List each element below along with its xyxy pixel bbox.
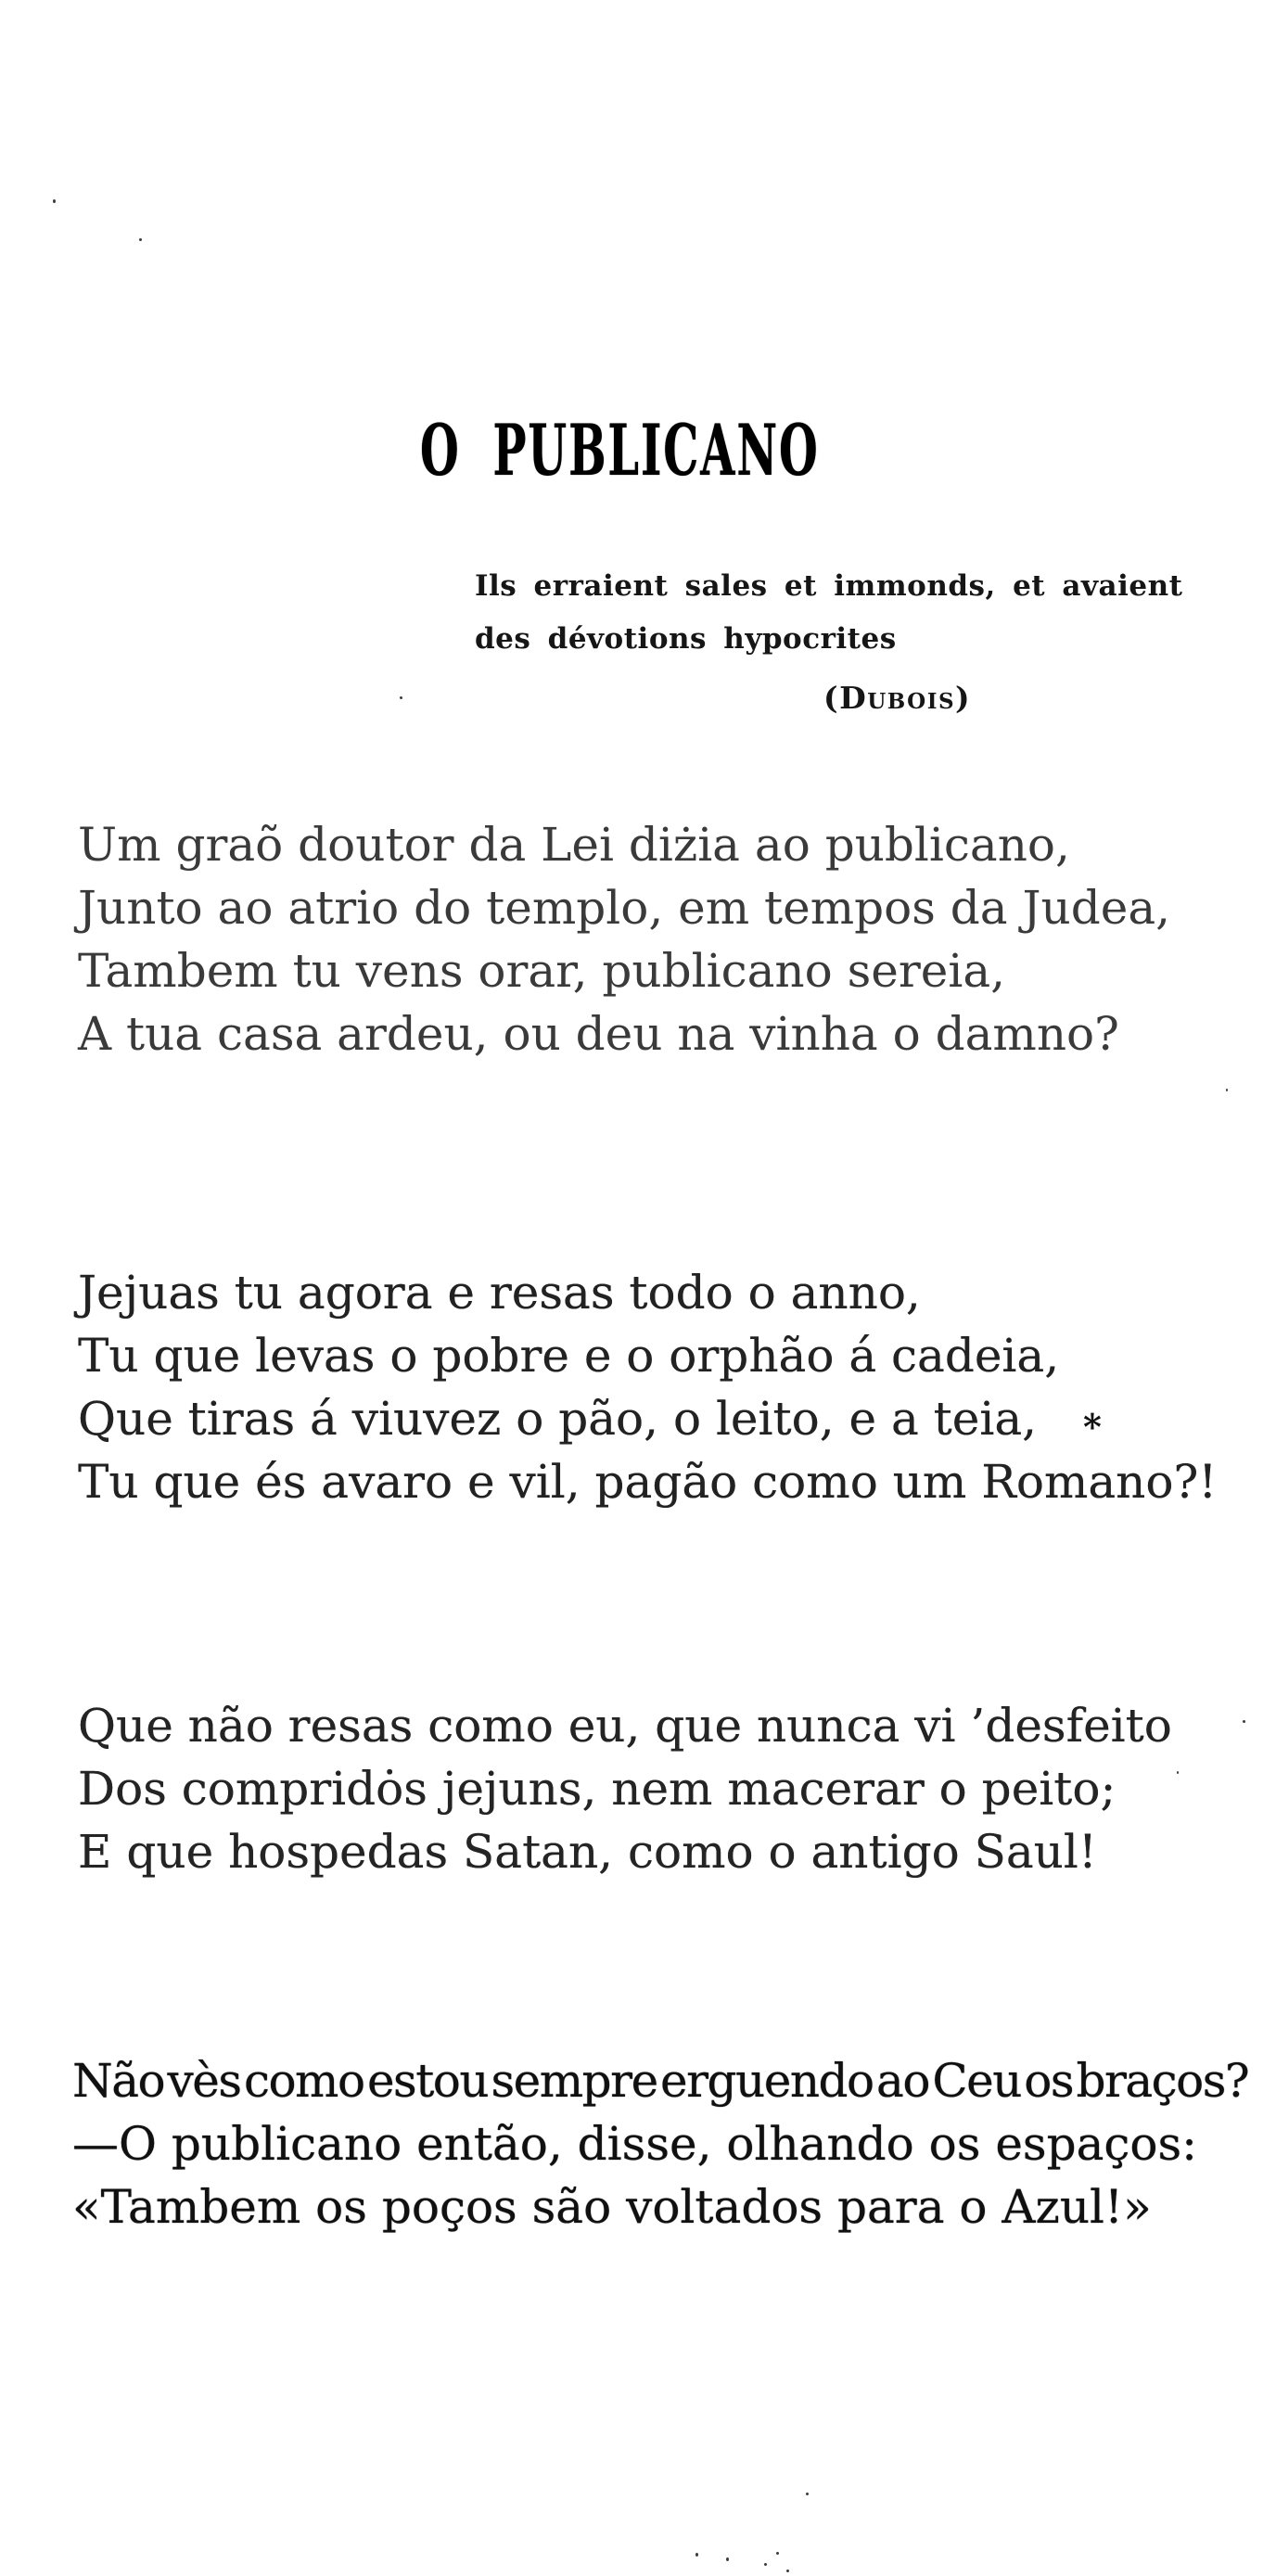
poem-line: A tua casa ardeu, ou deu na vinha o damno?	[78, 1007, 1119, 1061]
ink-speck	[726, 2557, 729, 2561]
ink-speck	[400, 696, 402, 699]
poem-line: Não vès como estou sempre erguendo ao Ceu os braços?	[72, 2054, 1249, 2108]
poem-line: Tu que levas o pobre e o orphão á cadeia,	[78, 1329, 1060, 1383]
poem-title-text: O PUBLICANO	[420, 409, 820, 491]
poem-line: Um graõ doutor da Lei diżia ao publicano,	[78, 818, 1070, 872]
poem-line: —O publicano então, disse, olhando os espaços:	[72, 2117, 1198, 2171]
ink-speck	[53, 199, 56, 203]
epigraph-attribution: (Dubois)	[823, 680, 972, 716]
poem-line: Que não resas como eu, que nunca vi ’desfeito	[78, 1699, 1172, 1753]
ink-speck	[786, 2570, 789, 2572]
ink-speck	[1243, 1720, 1245, 1723]
epigraph-line-1: Ils erraient sales et immonds, et avaient	[475, 569, 1183, 603]
poem-line: Junto ao atrio do templo, em tempos da Judea,	[78, 881, 1171, 935]
poem-line: Que tiras á viuvez o pão, o leito, e a teia,	[78, 1392, 1038, 1446]
ink-speck	[776, 2552, 779, 2555]
poem-line: Tu que és avaro e vil, pagão como um Romano?!	[78, 1455, 1218, 1509]
poem-line: Jejuas tu agora e resas todo o anno,	[78, 1266, 921, 1320]
stanza-4	[72, 2049, 1248, 2238]
epigraph	[475, 560, 1182, 724]
poem-line: E que hospedas Satan, como o antigo Saul!	[78, 1825, 1097, 1879]
ink-speck	[806, 2493, 809, 2495]
ink-speck	[764, 2563, 767, 2566]
epigraph-line-2: des dévotions hypocrites	[475, 622, 897, 656]
poem-line: Dos compridȯs jejuns, nem macerar o peito;	[78, 1762, 1116, 1816]
poem-line: «Tambem os poços são voltados para o Azul!»	[72, 2180, 1152, 2234]
stanza-2	[78, 1261, 1217, 1513]
ink-speck	[695, 2553, 698, 2557]
poem-line: Tambem tu vens orar, publicano sereia,	[78, 944, 1006, 998]
stanza-1	[78, 813, 1170, 1065]
stanza-3	[78, 1694, 1172, 1883]
margin-asterisk-mark: *	[1083, 1406, 1102, 1447]
ink-speck	[1177, 1771, 1179, 1774]
ink-speck	[1226, 1089, 1228, 1091]
ink-speck	[139, 238, 142, 241]
poem-title	[420, 409, 1053, 491]
